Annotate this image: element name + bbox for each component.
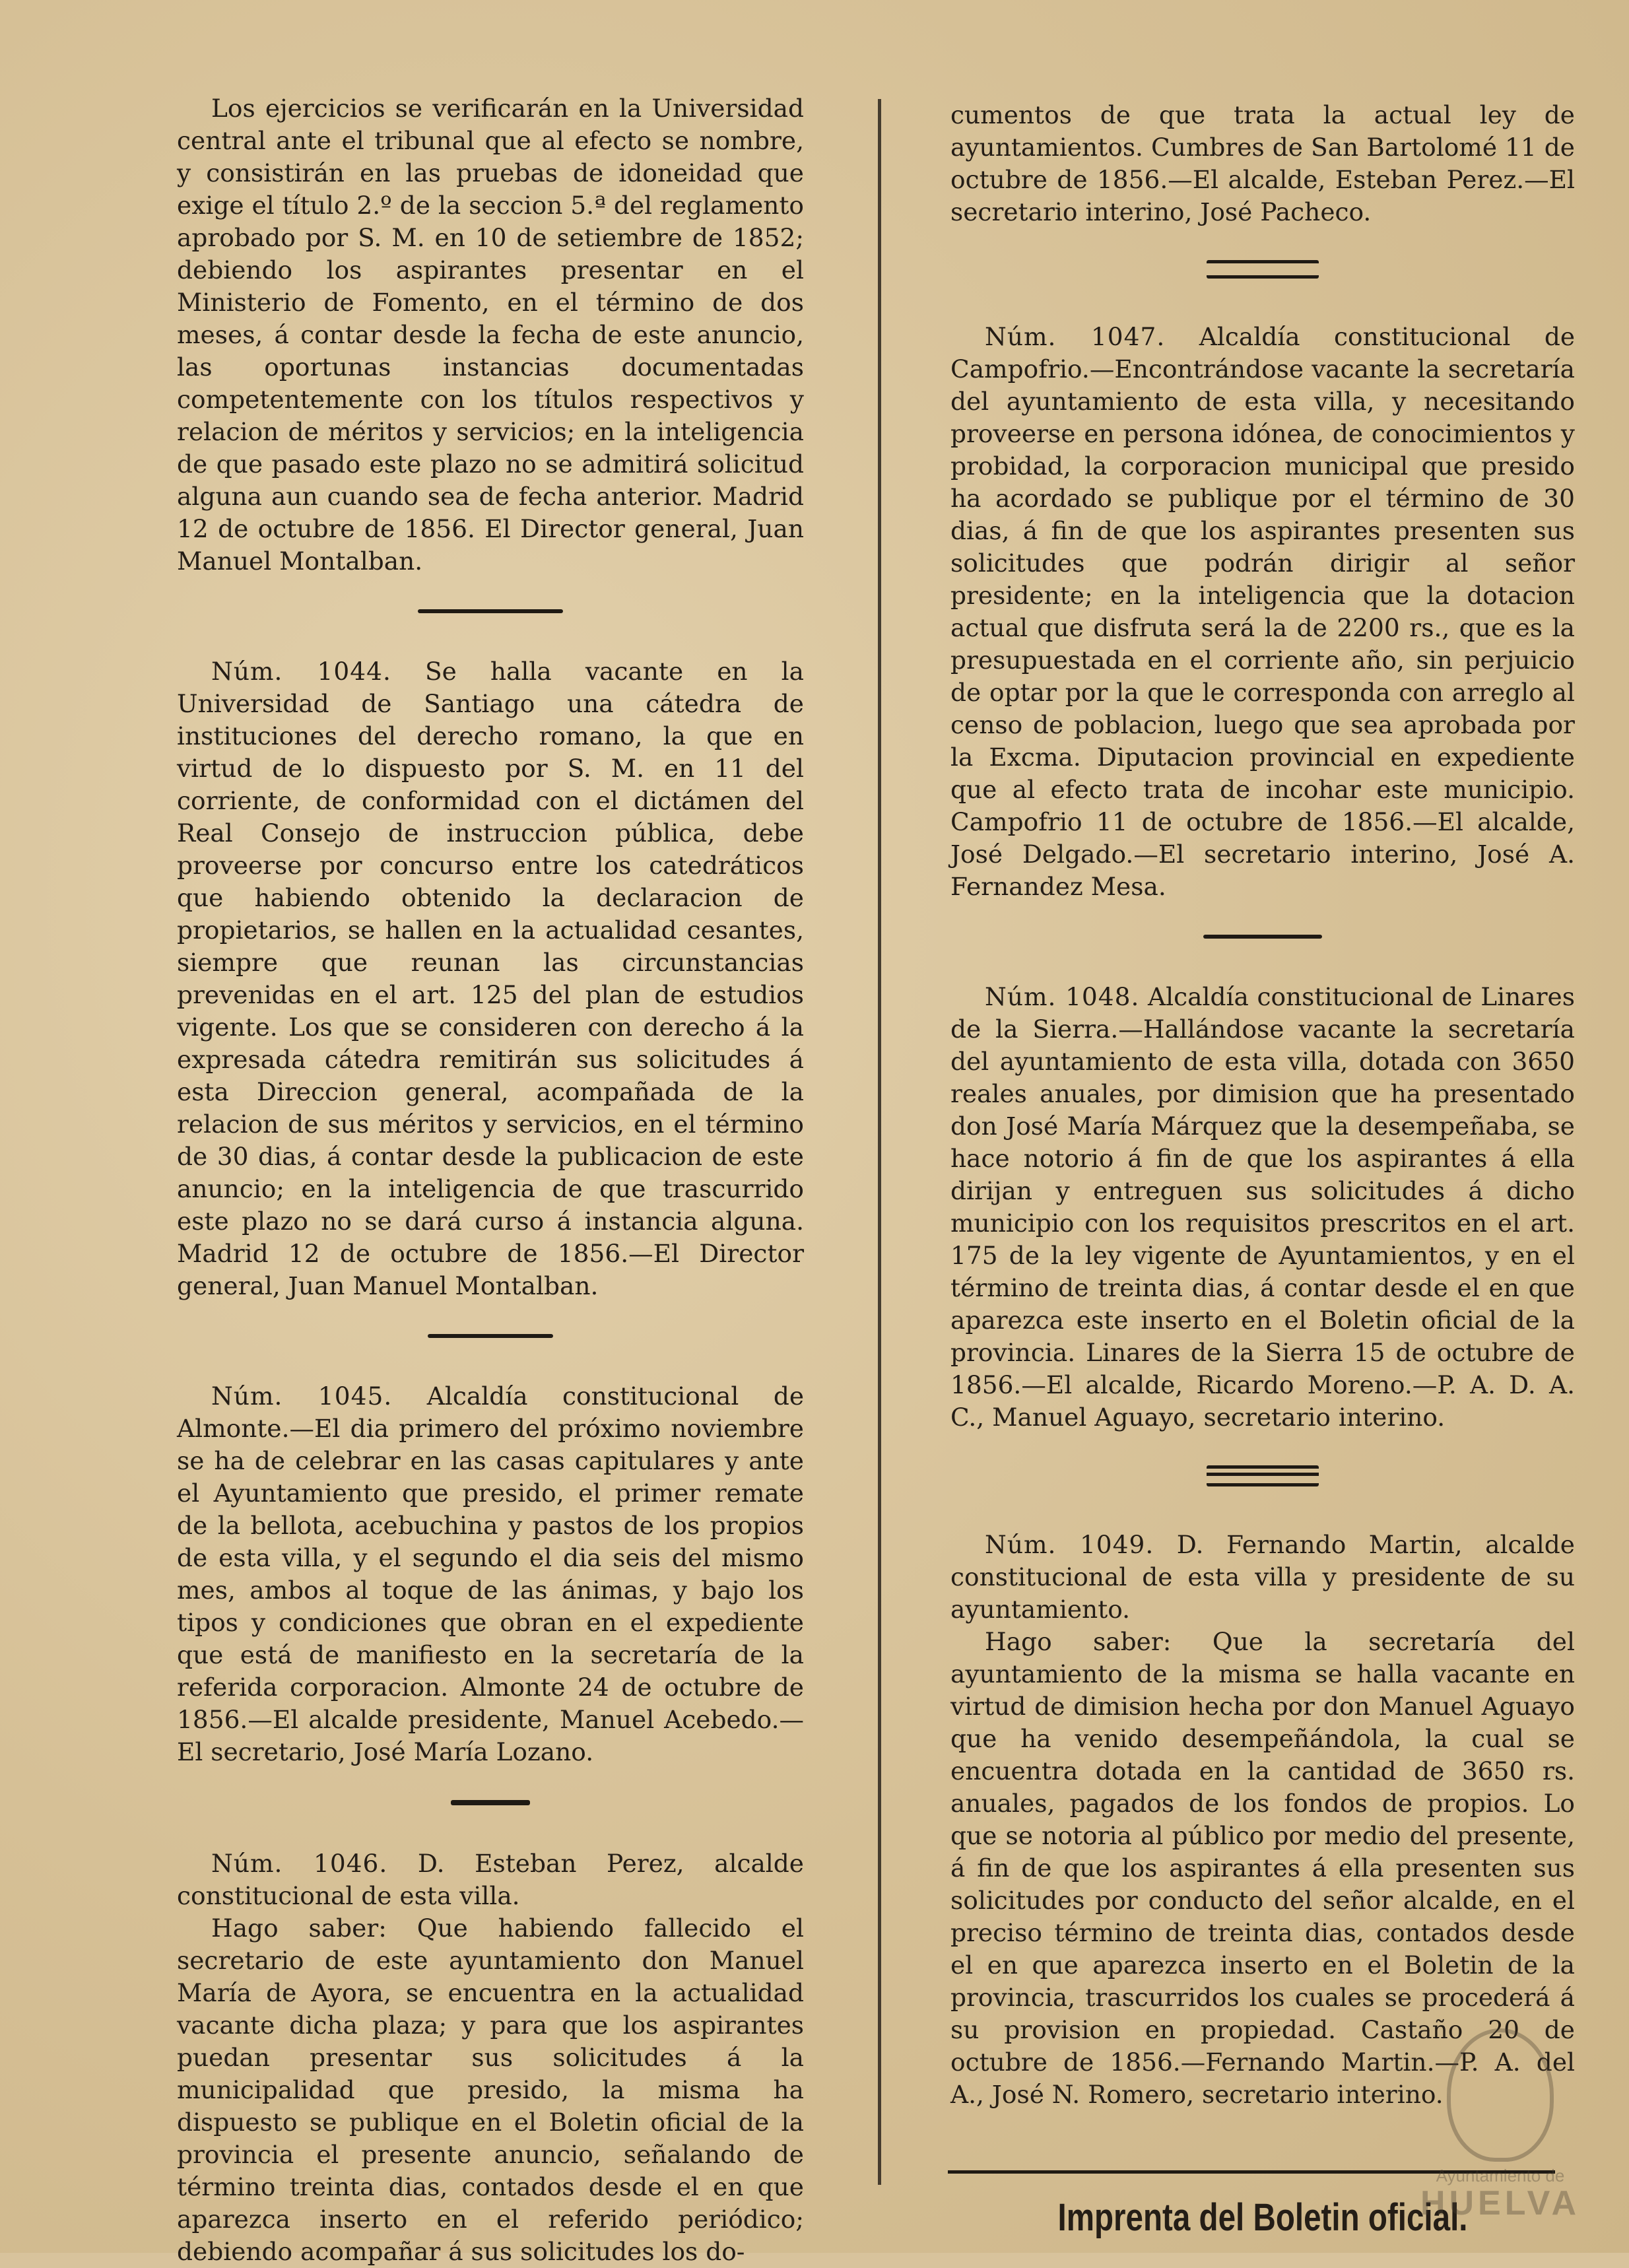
notice-body: Hago saber: Que la secretaría del ayuntamiento de la misma se halla vacante en virtud de dimision hecha por don Manuel Aguayo que ha venido desempeñándola, la cual se encuentra dotada en la cantidad de 3650 rs. anuales, pagados de los fondos de propios. Lo que se notoria al público por medio del presente, á fin de que los aspirantes á ella presenten sus solicitudes por conducto del señor alcalde, en el preciso término de treinta dias, contados desde el en que aparezca inserto en el Boletin de la provincia, trascurridos los cuales se procederá á su provision en propiedad. Castaño 20 de octubre de 1856.—Fernando Martin.—P. A. del A., José N. Romero, secretario interino. (950, 1627, 1575, 2109)
notice-number: Núm. 1045. (211, 1382, 393, 1411)
city-seal-icon (1447, 2028, 1554, 2162)
section-divider (451, 1800, 530, 1805)
notice-number: Núm. 1049. (985, 1530, 1154, 1559)
notice-number: Núm. 1046. (211, 1849, 388, 1878)
notice-text: D. Esteban Perez, alcalde constitucional de esta villa. (177, 1849, 804, 1910)
notice-number: Núm. 1047. (985, 322, 1166, 351)
notice-text: Se halla vacante en la Universidad de Santiago una cátedra de instituciones del derecho romano, la que en virtud de lo dispuesto por S. M. en 11 del corriente, de conformidad con el dictámen del Real Consejo de instruccion pública, debe proveerse por concurso entre los catedráticos que habiendo obtenido la declaracion de propietarios, se hallen en la actualidad cesantes, siempre que reunan las circunstancias prevenidas en el art. 125 del plan de estudios vigente. Los que se consideren con derecho á la expresada cátedra remitirán sus solicitudes á esta Direccion general, acompañada de la relacion de sus méritos y servicios, en el término de 30 dias, á contar desde la publicacion de este anuncio; en la inteligencia de que trascurrido este plazo no se dará curso á instancia alguna. Madrid 12 de octubre de 1856.—El Director general, Juan Manuel Montalban. (177, 657, 804, 1300)
notice-number: Núm. 1044. (211, 657, 391, 686)
notice-text: D. Fernando Martin, alcalde constitucional de esta villa y presidente de su ayuntamiento. (950, 1530, 1575, 1624)
notice-body: Hago saber: Que habiendo fallecido el secretario de este ayuntamiento don Manuel María de Ayora, se encuentra en la actualidad vacante dicha plaza; y para que los aspirantes puedan presentar sus solicitudes á la municipalidad que presido, la misma ha dispuesto se publique en el Boletin oficial de la provincia el presente anuncio, señalando de término treinta dias, contados desde el en que aparezca inserto en el referido periódico; debiendo acompañar á sus solicitudes los do- (177, 1914, 804, 2266)
section-divider (418, 609, 563, 613)
notice-1045 (177, 1380, 804, 1768)
imprint-line: Imprenta del Boletin oficial. (1057, 2196, 1468, 2239)
notice-number: Núm. 1048. (985, 982, 1140, 1011)
archive-watermark (1391, 2028, 1609, 2226)
notice-text: Alcaldía constitucional de Linares de la Sierra.—Hallándose vacante la secretaría del ayuntamiento de esta villa, dotada con 3650 reales anuales, por dimision que ha presentado don José María Márquez que la desempeñaba, se hace notorio á fin de que los aspirantes á ella dirijan y entreguen sus solicitudes á dicho municipio con los requisitos prescritos en el art. 175 de la ley vigente de Ayuntamientos, y en el término de treinta dias, á contar desde el en que aparezca este inserto en el Boletin oficial de la provincia. Linares de la Sierra 15 de octubre de 1856.—El alcalde, Ricardo Moreno.—P. A. D. A. C., Manuel Aguayo, secretario interino. (950, 982, 1575, 1432)
notice-1047 (950, 321, 1575, 903)
notice-1049 (950, 1529, 1575, 1626)
notice-1046 (177, 1848, 804, 1912)
notice-text: Alcaldía constitucional de Campofrio.—Encontrándose vacante la secretaría del ayuntamiento de esta villa, y necesitando proveerse en persona idónea, de conocimientos y probidad, la corporacion municipal que presido ha acordado se publique por el término de 30 dias, á fin de que los aspirantes presenten sus solicitudes que podrán dirigir al señor presidente; en la inteligencia que la dotacion actual que disfruta será la de 2200 rs., que es la presupuestada en el corriente año, sin perjuicio de optar por la que le corresponda con arreglo al censo de poblacion, luego que sea aprobada por la Excma. Diputacion provincial en expediente que al efecto trata de incohar este municipio. Campofrio 11 de octubre de 1856.—El alcalde, José Delgado.—El secretario interino, José A. Fernandez Mesa. (950, 322, 1576, 901)
column-rule (878, 99, 881, 2185)
continuation-paragraph: Los ejercicios se verificarán en la Universidad central ante el tribunal que al efecto se nombre, y consistirán en las pruebas de idoneidad que exige el título 2.º de la seccion 5.ª del reglamento aprobado por S. M. en 10 de setiembre de 1852; debiendo los aspirantes presentar en el Ministerio de Fomento, en el término de dos meses, á contar desde la fecha de este anuncio, las oportunas instancias documentadas competentemente con los títulos respectivos y relacion de méritos y servicios; en la inteligencia de que pasado este plazo no se admitirá solicitud alguna aun cuando sea de fecha anterior. Madrid 12 de octubre de 1856. El Director general, Juan Manuel Montalban. (177, 94, 804, 576)
continuation-paragraph: cumentos de que trata la actual ley de ayuntamientos. Cumbres de San Bartolomé 11 de octubre de 1856.—El alcalde, Esteban Perez.—El secretario interino, José Pacheco. (950, 100, 1575, 226)
right-column (950, 99, 1576, 2239)
section-divider (1207, 260, 1319, 279)
notice-1048 (950, 981, 1575, 1434)
watermark-line1: Ayuntamiento de (1436, 2166, 1565, 2185)
section-divider (428, 1334, 553, 1338)
section-divider (1203, 935, 1322, 939)
notice-1044 (177, 655, 804, 1302)
left-column (177, 92, 804, 2268)
notice-text: Alcaldía constitucional de Almonte.—El dia primero del próximo noviembre se ha de celebrar en las casas capitulares y ante el Ayuntamiento que presido, el primer remate de la bellota, acebuchina y pastos de los propios de esta villa, y el segundo el dia seis del mismo mes, ambos al toque de las ánimas, y bajo los tipos y condiciones que obran en el expediente que está de manifiesto en la secretaría de la referida corporacion. Almonte 24 de octubre de 1856.—El alcalde presidente, Manuel Acebedo.—El secretario, José María Lozano. (177, 1382, 805, 1766)
watermark-line2: HUELVA (1420, 2184, 1581, 2222)
section-divider (1207, 1465, 1319, 1486)
